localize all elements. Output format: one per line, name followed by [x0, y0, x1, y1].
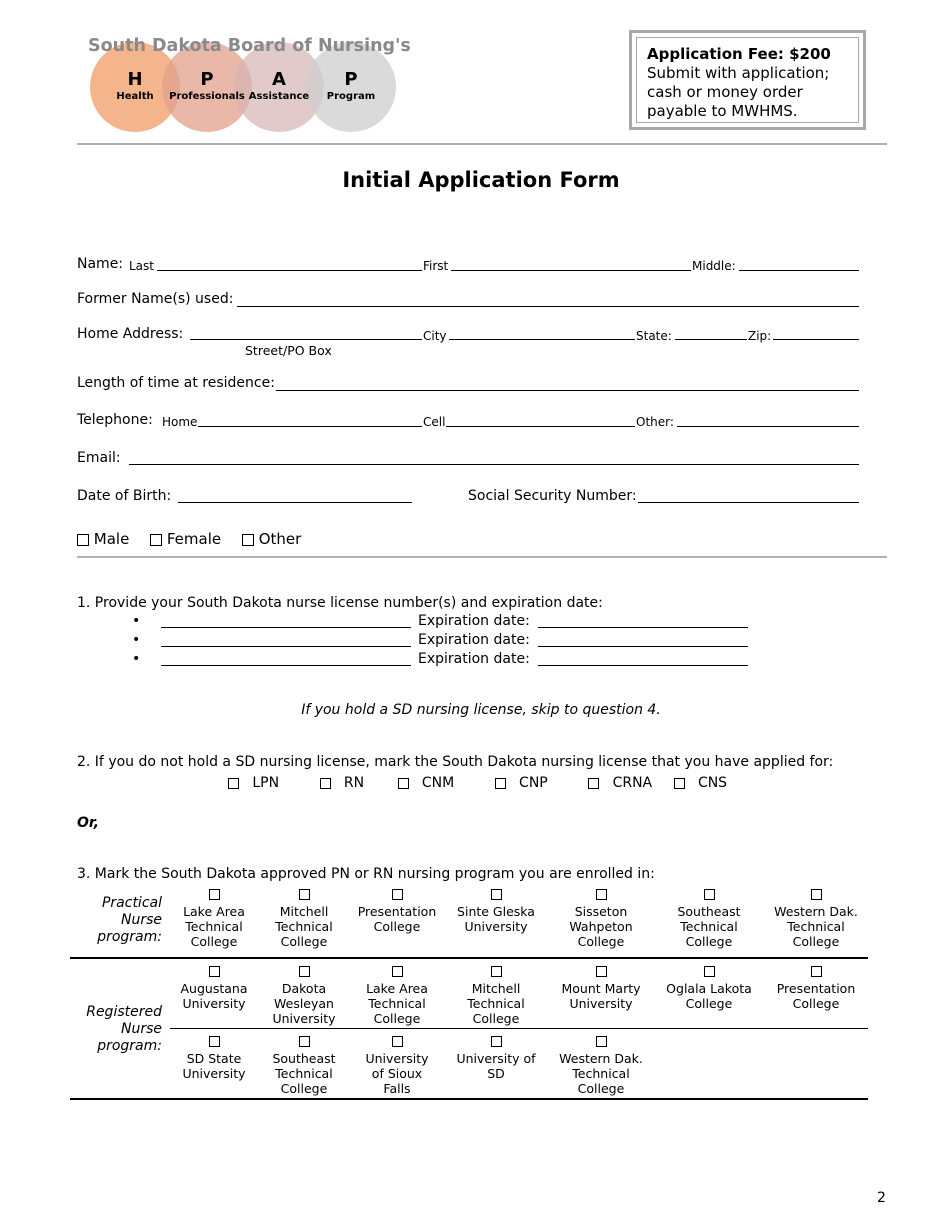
expiration-field-3[interactable]: [538, 665, 748, 666]
registered-program-option[interactable]: Dakota Wesleyan University: [254, 966, 354, 1026]
question-2: 2. If you do not hold a SD nursing license, mark the South Dakota nursing license that you have applied for:: [77, 754, 834, 770]
gender-male-option[interactable]: [77, 530, 129, 548]
ssn-field[interactable]: [638, 502, 859, 503]
logo-letter-p2: P: [344, 69, 358, 90]
registered-program-label: Registered Nurse program:: [86, 1004, 162, 1054]
email-label: Email:: [77, 450, 121, 466]
cnp-label: CNP: [519, 775, 548, 791]
logo-letter-a: A: [272, 69, 286, 90]
middle-name-field[interactable]: [739, 270, 859, 271]
practical-program-option[interactable]: Western Dak. Technical College: [766, 889, 866, 949]
zip-label: Zip:: [748, 329, 772, 343]
street-label: Street/PO Box: [245, 343, 332, 358]
skip-note: If you hold a SD nursing license, skip to question 4.: [301, 702, 661, 718]
home-phone-label: Home: [162, 415, 198, 429]
bullet-1: •: [132, 613, 141, 629]
gender-options: [77, 530, 301, 548]
crna-checkbox[interactable]: [588, 778, 599, 789]
license-type-options: [228, 775, 727, 791]
program-checkbox[interactable]: [299, 966, 310, 977]
ssn-label: Social Security Number:: [468, 488, 637, 504]
program-checkbox[interactable]: [491, 966, 502, 977]
dob-field[interactable]: [178, 502, 412, 503]
license-number-field-1[interactable]: [161, 627, 411, 628]
gender-female-option[interactable]: [150, 530, 221, 548]
practical-program-option[interactable]: Mitchell Technical College: [254, 889, 354, 949]
male-checkbox[interactable]: [77, 534, 89, 546]
rn-label: RN: [343, 775, 365, 791]
option-cnp[interactable]: [495, 775, 548, 791]
expiration-label-2: Expiration date:: [418, 632, 530, 648]
city-label: City: [423, 329, 447, 343]
table-divider-bottom: [70, 1098, 868, 1100]
registered-program-option[interactable]: SD State University: [164, 1036, 264, 1081]
program-checkbox[interactable]: [209, 966, 220, 977]
female-label: Female: [166, 530, 222, 548]
option-rn[interactable]: [320, 775, 365, 791]
expiration-label-1: Expiration date:: [418, 613, 530, 629]
practical-program-label: Practical Nurse program:: [97, 895, 162, 945]
bullet-3: •: [132, 651, 141, 667]
other-gender-checkbox[interactable]: [242, 534, 254, 546]
dob-label: Date of Birth:: [77, 488, 172, 504]
logo-word-program: Program: [326, 91, 376, 102]
program-checkbox[interactable]: [392, 889, 403, 900]
table-divider-practical: [70, 957, 868, 959]
logo-letter-p: P: [200, 69, 214, 90]
program-checkbox[interactable]: [491, 889, 502, 900]
practical-program-option[interactable]: Sinte Gleska University: [446, 889, 546, 934]
practical-program-option[interactable]: Southeast Technical College: [659, 889, 759, 949]
program-checkbox[interactable]: [704, 966, 715, 977]
divider-middle: [77, 556, 887, 558]
fee-line-3: payable to MWHMS.: [647, 102, 798, 120]
or-text: Or,: [77, 815, 100, 831]
registered-program-option[interactable]: University of SD: [446, 1036, 546, 1081]
cns-label: CNS: [697, 775, 728, 791]
program-checkbox[interactable]: [596, 889, 607, 900]
bullet-2: •: [132, 632, 141, 648]
last-label: Last: [129, 259, 154, 273]
program-checkbox[interactable]: [491, 1036, 502, 1047]
page-number: 2: [877, 1190, 886, 1206]
table-divider-registered-inner: [170, 1028, 868, 1029]
program-checkbox[interactable]: [299, 1036, 310, 1047]
license-number-field-2[interactable]: [161, 646, 411, 647]
former-name-label: Former Name(s) used:: [77, 291, 234, 307]
question-1: 1. Provide your South Dakota nurse license number(s) and expiration date:: [77, 595, 603, 611]
male-label: Male: [93, 530, 130, 548]
length-residence-field[interactable]: [276, 390, 859, 391]
option-cnm[interactable]: [398, 775, 455, 791]
registered-program-option[interactable]: Augustana University: [164, 966, 264, 1011]
other-phone-field[interactable]: [677, 426, 859, 427]
cnm-label: CNM: [421, 775, 455, 791]
divider-top: [77, 143, 887, 145]
practical-program-option[interactable]: Presentation College: [347, 889, 447, 934]
street-field[interactable]: [190, 339, 422, 340]
lpn-label: LPN: [252, 775, 280, 791]
logo-word-professionals: Professionals: [169, 91, 245, 102]
cnm-checkbox[interactable]: [398, 778, 409, 789]
registered-program-option[interactable]: Southeast Technical College: [254, 1036, 354, 1096]
option-crna[interactable]: [588, 775, 652, 791]
fee-line-1: Submit with application;: [647, 64, 830, 82]
expiration-field-2[interactable]: [538, 646, 748, 647]
license-number-field-3[interactable]: [161, 665, 411, 666]
cnp-checkbox[interactable]: [495, 778, 506, 789]
registered-program-option[interactable]: Lake Area Technical College: [347, 966, 447, 1026]
program-checkbox[interactable]: [392, 1036, 403, 1047]
cell-phone-field[interactable]: [446, 426, 635, 427]
practical-program-option[interactable]: Lake Area Technical College: [164, 889, 264, 949]
home-address-label: Home Address:: [77, 326, 184, 342]
state-label: State:: [636, 329, 672, 343]
city-field[interactable]: [449, 339, 635, 340]
registered-program-option[interactable]: Presentation College: [766, 966, 866, 1011]
program-checkbox[interactable]: [596, 966, 607, 977]
fee-title: Application Fee: $200: [647, 45, 831, 63]
registered-program-option[interactable]: Oglala Lakota College: [659, 966, 759, 1011]
registered-program-option[interactable]: Western Dak. Technical College: [551, 1036, 651, 1096]
option-lpn[interactable]: [228, 775, 279, 791]
female-checkbox[interactable]: [150, 534, 162, 546]
program-checkbox[interactable]: [596, 1036, 607, 1047]
rn-checkbox[interactable]: [320, 778, 331, 789]
program-checkbox[interactable]: [209, 889, 220, 900]
hpap-logo: [88, 36, 411, 128]
program-checkbox[interactable]: [704, 889, 715, 900]
email-field[interactable]: [129, 464, 859, 465]
registered-program-option[interactable]: University of Sioux Falls: [347, 1036, 447, 1096]
former-name-field[interactable]: [237, 306, 859, 307]
length-residence-label: Length of time at residence:: [77, 375, 275, 391]
program-checkbox[interactable]: [811, 966, 822, 977]
other-phone-label: Other:: [636, 415, 674, 429]
first-label: First: [423, 259, 449, 273]
page-title: Initial Application Form: [342, 168, 620, 192]
application-fee-box: [629, 30, 866, 130]
cns-checkbox[interactable]: [674, 778, 685, 789]
last-name-field[interactable]: [157, 270, 422, 271]
state-field[interactable]: [675, 339, 747, 340]
logo-letter-h: H: [127, 69, 143, 90]
other-gender-label: Other: [258, 530, 302, 548]
gender-other-option[interactable]: [242, 530, 301, 548]
first-name-field[interactable]: [451, 270, 691, 271]
logo-title: South Dakota Board of Nursing's: [88, 36, 411, 56]
home-phone-field[interactable]: [198, 426, 422, 427]
fee-line-2: cash or money order: [647, 83, 803, 101]
logo-word-health: Health: [116, 91, 154, 102]
option-cns[interactable]: [674, 775, 728, 791]
program-checkbox[interactable]: [299, 889, 310, 900]
middle-label: Middle:: [692, 259, 736, 273]
name-label: Name:: [77, 256, 124, 272]
expiration-label-3: Expiration date:: [418, 651, 530, 667]
program-checkbox[interactable]: [811, 889, 822, 900]
cell-phone-label: Cell: [423, 415, 446, 429]
program-checkbox[interactable]: [392, 966, 403, 977]
expiration-field-1[interactable]: [538, 627, 748, 628]
crna-label: CRNA: [612, 775, 653, 791]
registered-program-option[interactable]: Mitchell Technical College: [446, 966, 546, 1026]
practical-program-option[interactable]: Sisseton Wahpeton College: [551, 889, 651, 949]
program-checkbox[interactable]: [209, 1036, 220, 1047]
question-3: 3. Mark the South Dakota approved PN or RN nursing program you are enrolled in:: [77, 866, 655, 882]
zip-field[interactable]: [773, 339, 859, 340]
registered-program-option[interactable]: Mount Marty University: [551, 966, 651, 1011]
lpn-checkbox[interactable]: [228, 778, 239, 789]
logo-word-assistance: Assistance: [248, 91, 310, 102]
telephone-label: Telephone:: [77, 412, 153, 428]
